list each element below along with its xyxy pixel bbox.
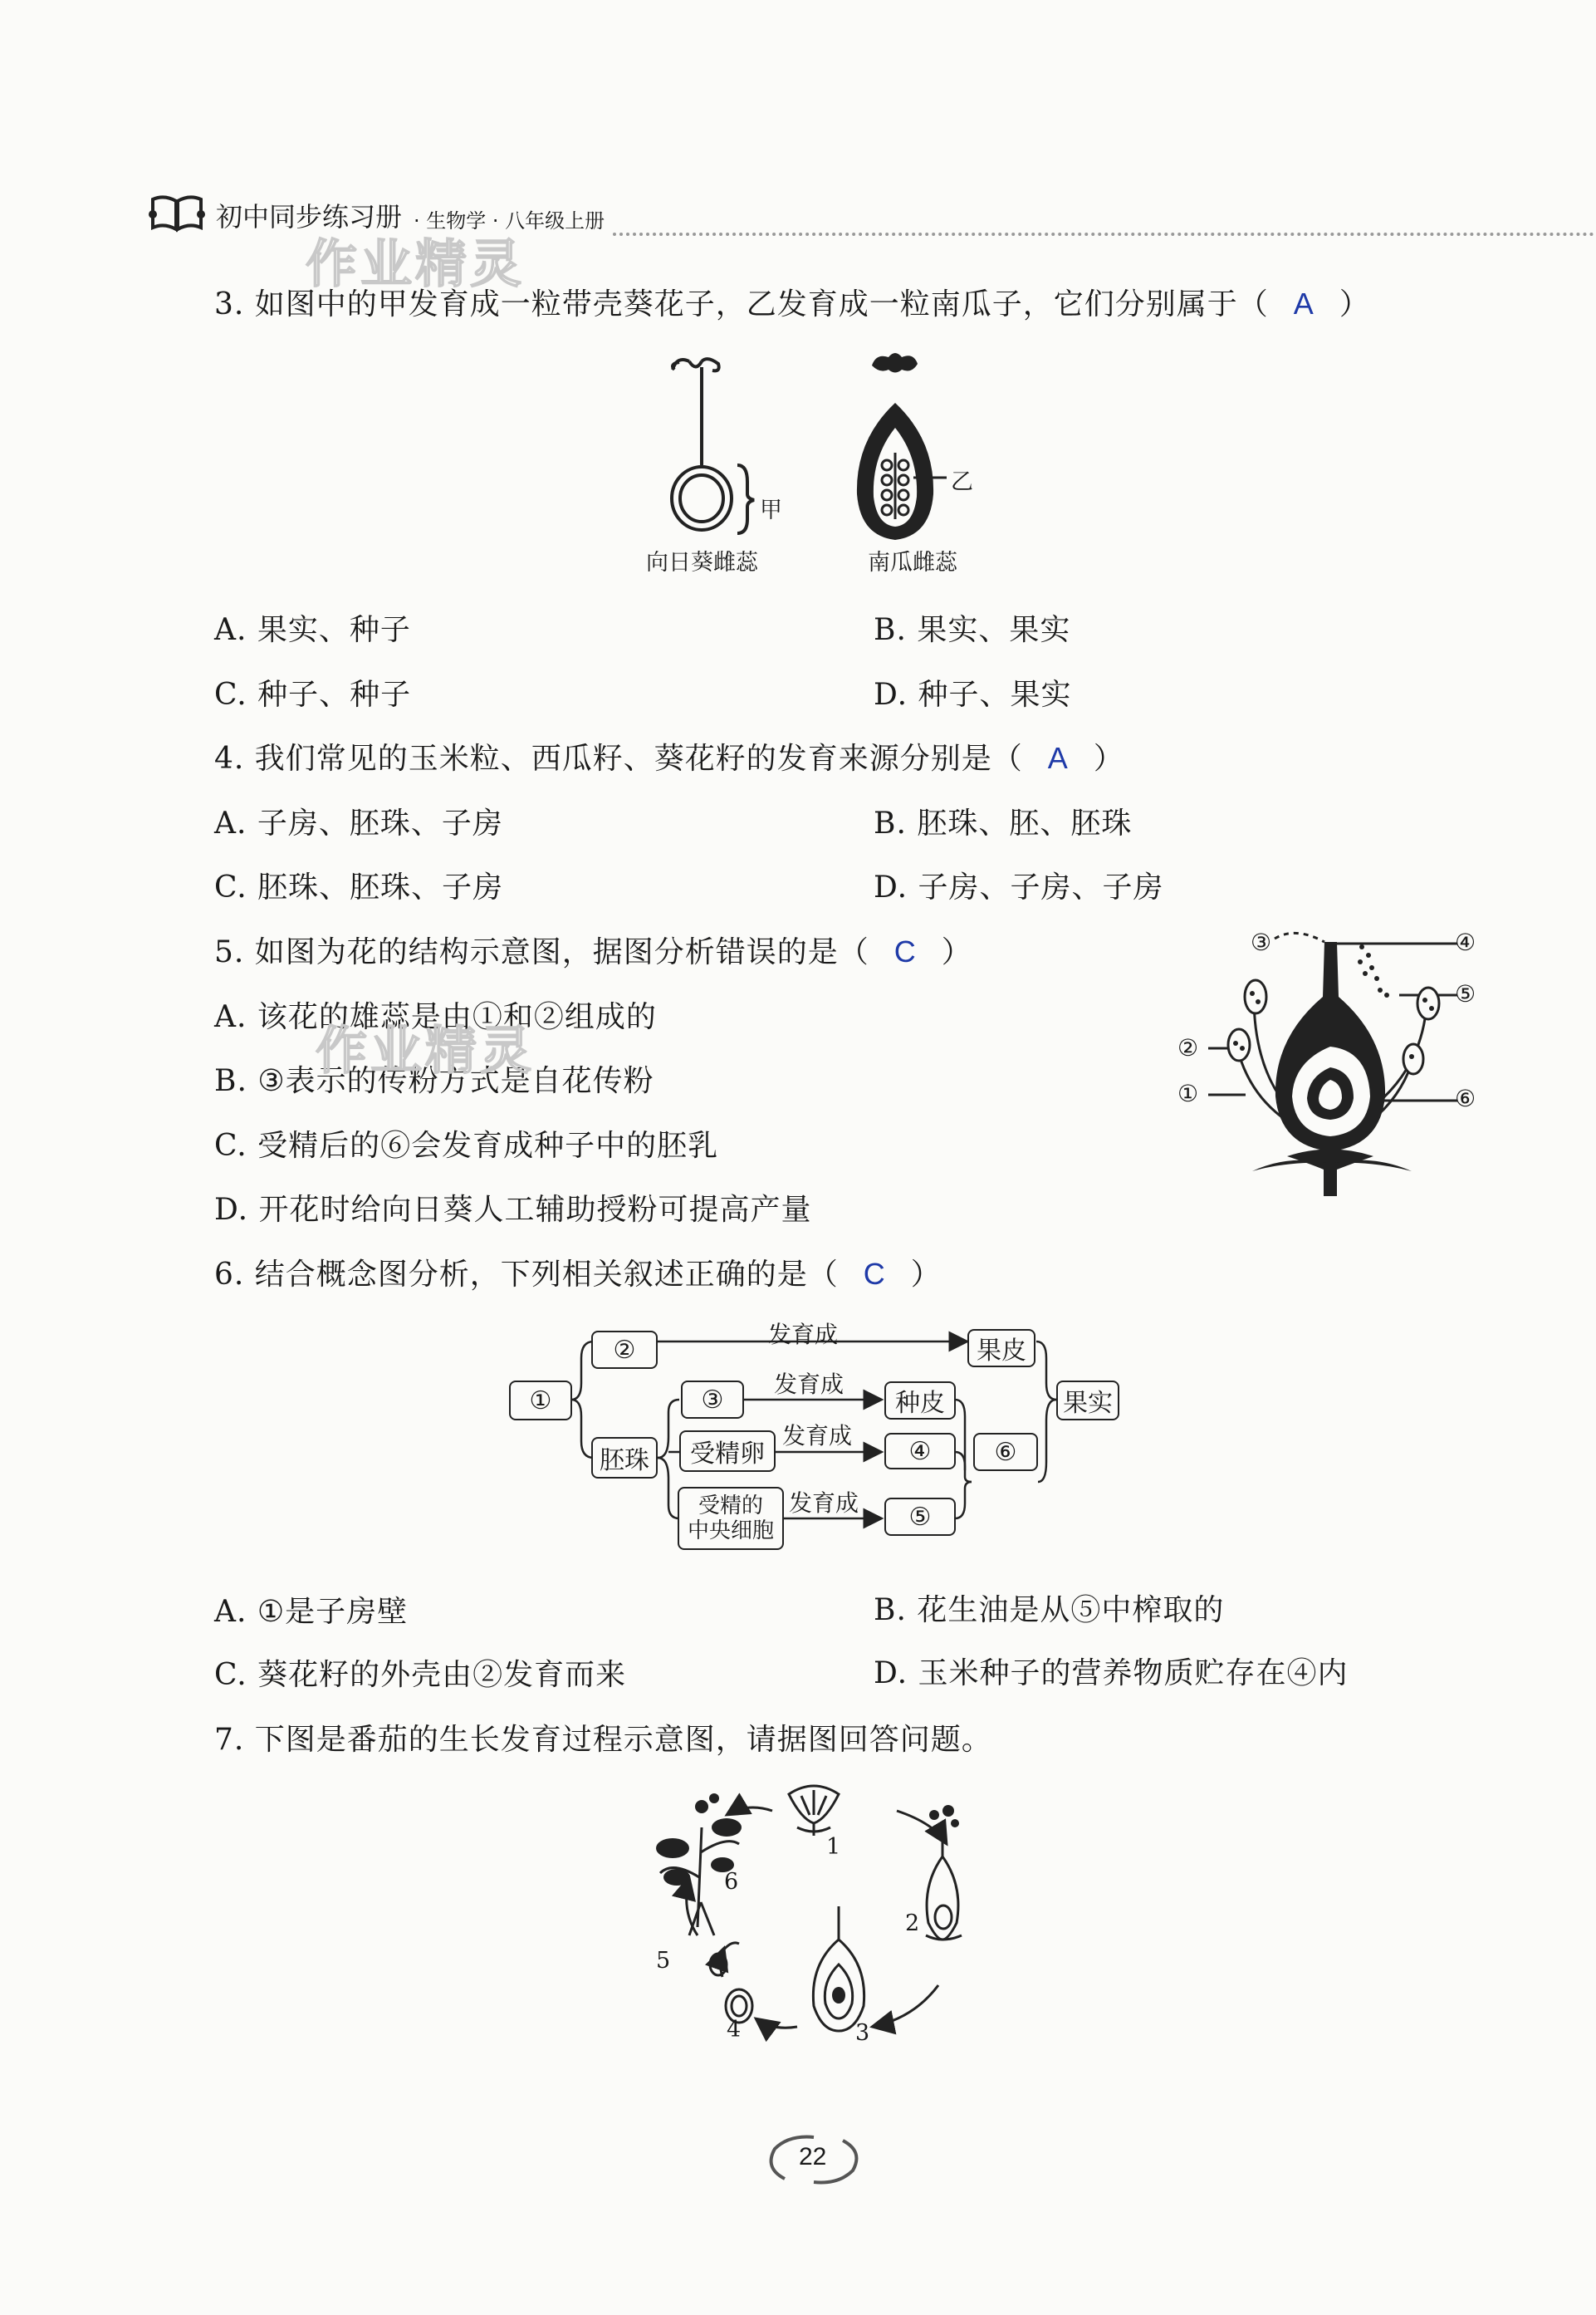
watermark-mid: 作业精灵 (316, 1020, 536, 1081)
q6-edge-label-3: 发育成 (782, 1422, 853, 1449)
q6-edge-label-2: 发育成 (774, 1371, 845, 1398)
q5-flower-figure (1163, 922, 1495, 1196)
q6-answer: C (863, 1257, 886, 1291)
q6-node-3: ③ (681, 1381, 744, 1419)
q6-edge-label-4: 发育成 (789, 1489, 859, 1517)
q6-node-5: ⑤ (884, 1498, 956, 1536)
q6-node-seedcoat: 种皮 (884, 1381, 956, 1420)
q3-stem: 3. 如图中的甲发育成一粒带壳葵花子，乙发育成一粒南瓜子，它们分别属于（ A ） (214, 287, 1370, 321)
q3-mark-jia: 甲 (760, 498, 782, 523)
q3-option-c: C. 种子、种子 (214, 678, 412, 712)
q6-node-central-cell: 受精的 中央细胞 (678, 1487, 784, 1550)
q4-stem: 4. 我们常见的玉米粒、西瓜籽、葵花籽的发育来源分别是（ A ） (214, 741, 1124, 776)
q5-option-c: C. 受精后的⑥会发育成种子中的胚乳 (214, 1129, 719, 1163)
q4-option-c: C. 胚珠、胚珠、子房 (214, 871, 504, 905)
q7-number-2: 2 (905, 1910, 920, 1936)
q7-number-5: 5 (656, 1948, 671, 1974)
q3-mark-yi: 乙 (951, 469, 973, 495)
q4-option-a: A. 子房、胚珠、子房 (214, 807, 503, 841)
header-rule (613, 233, 1596, 236)
q5-label-1: ① (1177, 1080, 1199, 1107)
pumpkin-pistil (857, 353, 947, 540)
q5-label-5: ⑤ (1455, 980, 1476, 1008)
q6-node-1: ① (509, 1381, 572, 1420)
book-icon (148, 193, 206, 234)
q4-answer: A (1047, 741, 1069, 775)
q3-option-d: D. 种子、果实 (874, 678, 1072, 712)
q6-option-a: A. ①是子房壁 (214, 1595, 409, 1629)
q6-stem: 6. 结合概念图分析，下列相关叙述正确的是（ C ） (214, 1257, 942, 1292)
q5-option-b: B. ③表示的传粉方式是自花传粉 (214, 1064, 654, 1098)
q5-answer: C (893, 934, 917, 969)
q7-number-3: 3 (855, 2020, 870, 2046)
book-subtitle: · 生物学 · 八年级上册 (414, 209, 605, 233)
sunflower-pistil (672, 359, 754, 533)
q6-node-4: ④ (884, 1433, 956, 1469)
q7-number-1: 1 (826, 1834, 841, 1860)
book-title: 初中同步练习册 (216, 201, 403, 233)
q6-node-fruit: 果实 (1056, 1381, 1119, 1420)
q4-option-d: D. 子房、子房、子房 (874, 871, 1164, 905)
q5-stem: 5. 如图为花的结构示意图，据图分析错误的是（ C ） (214, 934, 972, 969)
q5-label-6: ⑥ (1455, 1085, 1476, 1112)
page-number: 22 (799, 2143, 827, 2170)
q6-option-b: B. 花生油是从⑤中榨取的 (874, 1593, 1225, 1627)
q6-node-zygote: 受精卵 (679, 1430, 776, 1472)
q6-option-d: D. 玉米种子的营养物质贮存在④内 (874, 1656, 1349, 1690)
watermark-top: 作业精灵 (306, 233, 526, 294)
q5-label-2: ② (1177, 1034, 1199, 1062)
q6-node-6: ⑥ (973, 1433, 1038, 1471)
q5-label-3: ③ (1251, 929, 1272, 956)
q5-option-d: D. 开花时给向日葵人工辅助授粉可提高产量 (214, 1193, 812, 1227)
q6-node-pericarp: 果皮 (967, 1329, 1035, 1367)
q6-node-2: ② (591, 1331, 658, 1369)
q5-label-4: ④ (1455, 929, 1476, 956)
q5-option-a: A. 该花的雄蕊是由①和②组成的 (214, 1000, 657, 1034)
q6-edge-label-1: 发育成 (768, 1321, 839, 1348)
q6-node-ovule: 胚珠 (591, 1437, 658, 1479)
q6-option-c: C. 葵花籽的外壳由②发育而来 (214, 1658, 627, 1692)
q3-answer: A (1293, 287, 1314, 321)
q7-number-6: 6 (724, 1869, 739, 1895)
q7-tomato-cycle-figure (648, 1778, 996, 2052)
q7-number-4: 4 (727, 2017, 742, 2043)
q3-caption-pumpkin: 南瓜雌蕊 (868, 550, 957, 576)
q7-stem: 7. 下图是番茄的生长发育过程示意图，请据图回答问题。 (214, 1723, 992, 1757)
q3-option-a: A. 果实、种子 (214, 613, 411, 647)
q3-option-b: B. 果实、果实 (874, 613, 1071, 647)
q4-option-b: B. 胚珠、胚、胚珠 (874, 807, 1133, 841)
q3-caption-sunflower: 向日葵雌蕊 (646, 550, 758, 576)
